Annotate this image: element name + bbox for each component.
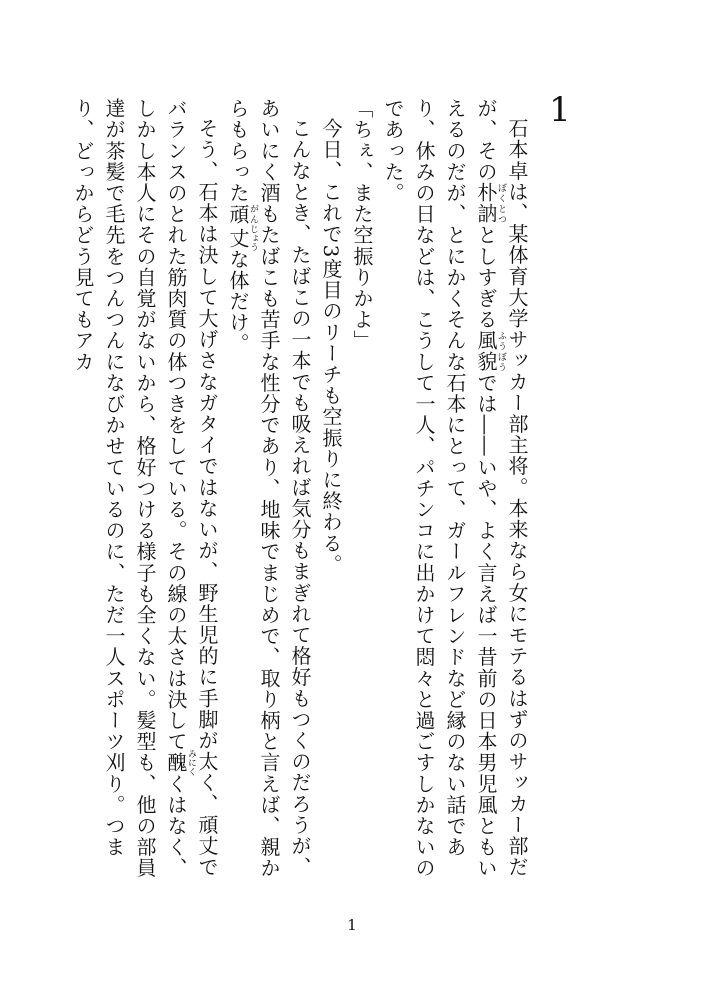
text-segment: では――いや、よく言えば一昔前の日本男児風ともいえるのだが、とにかくそんな石本にとって、ガールフレンドなど縁のない話であり、休みの日などは、こうして一人、パチンコに出かけて悶々と過ごすしかないのであった。: [381, 98, 498, 879]
ruby-base: 風貌: [474, 330, 498, 373]
ruby-reading: ふうぼう: [496, 330, 506, 373]
ruby-base: 醜: [164, 749, 188, 777]
body-text: [71, 98, 532, 898]
furigana-word: [164, 749, 196, 777]
paragraph: [346, 98, 377, 898]
furigana-word: [474, 330, 506, 373]
page-number: 1: [347, 916, 357, 934]
chapter-number: 1: [549, 90, 571, 130]
text-segment: そう、石本は決して大げさなガタイではないが、野生児的に手脚が太く、頑丈でバランスのとれた筋肉質の体つきをしている。その線の太さは決して: [164, 98, 219, 878]
text-segment: 「ちぇ、また空振りかよ」: [350, 98, 374, 352]
paragraph: [377, 98, 532, 898]
ruby-reading: ぼくとつ: [496, 182, 506, 225]
text-segment: こんなとき、たばこの一本でも吸えれば気分もまぎれて格好もつくのだろうが、あいにく酒もたばこも苦手な性分であり、地味でまじめで、取り柄と言えば、親からもらった: [226, 98, 312, 879]
ruby-reading: がん: [248, 203, 258, 225]
furigana-word: [474, 182, 506, 225]
paragraph: [67, 98, 222, 898]
paragraph: [315, 98, 346, 898]
ruby-base: 頑: [226, 203, 250, 225]
furigana-word: [226, 224, 258, 252]
text-segment: 石本卓は、某体育大学サッカー部主将。本来なら女にモテるはずのサッカー部だが、その: [474, 98, 529, 878]
ruby-base: 朴訥: [474, 182, 498, 225]
furigana-word: [226, 203, 258, 225]
text-segment: としすぎる: [474, 224, 498, 331]
text-segment: な体だけ。: [226, 248, 250, 355]
paragraph: [222, 98, 315, 898]
ruby-base: 丈: [226, 224, 250, 252]
ruby-reading: みにく: [186, 749, 196, 777]
ruby-reading: じょう: [248, 224, 258, 252]
text-segment: くはなく、しかし本人にその自覚がないから、格好つける様子も全くない。髪型も、他の部員達が茶髪で毛先をつんつんになびかせているのに、ただ一人スポーツ刈り。つまり、どっからどう見てもアカ: [71, 98, 188, 879]
text-segment: 今日、これで3度目のリーチも空振りに終わる。: [319, 118, 343, 575]
